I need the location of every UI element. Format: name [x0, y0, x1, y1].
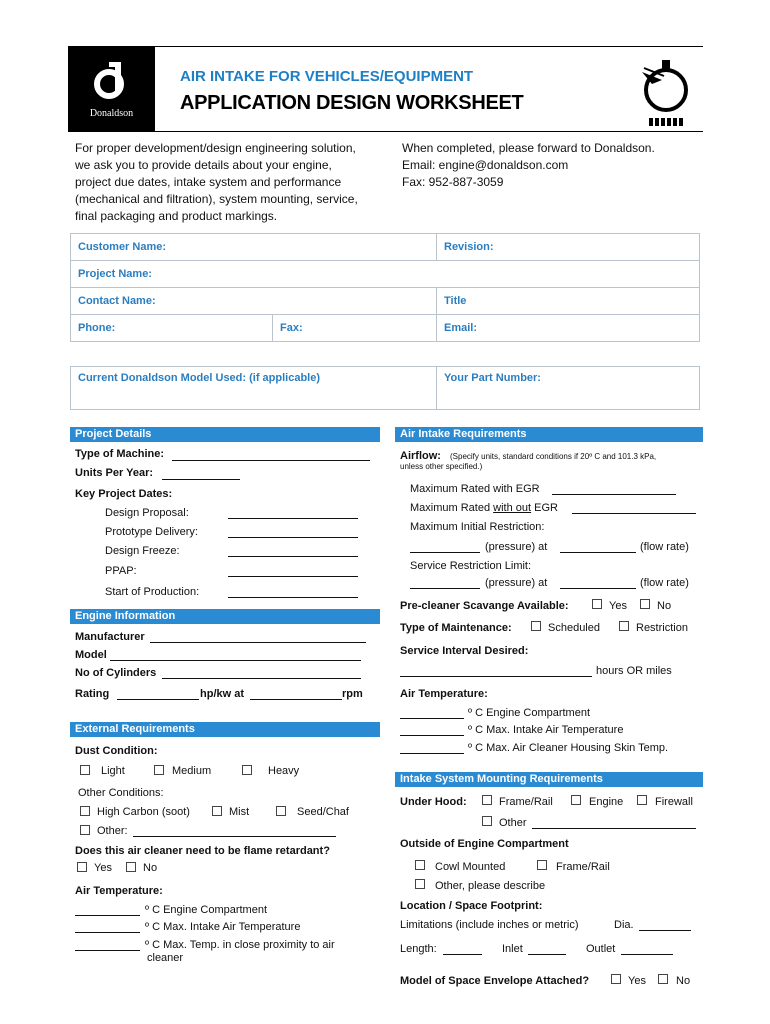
envelope-label: Model of Space Envelope Attached?	[400, 975, 590, 987]
divider	[436, 366, 437, 410]
inlet-label: Inlet	[502, 943, 523, 955]
ai-temp-line: º C Engine Compartment	[468, 707, 591, 719]
flame-yes-checkbox[interactable]	[77, 862, 87, 872]
flow-rate-label: (flow rate)	[640, 541, 689, 553]
rating-input[interactable]	[117, 699, 199, 700]
intro-left	[75, 140, 395, 225]
inlet-input[interactable]	[528, 954, 566, 955]
other-input[interactable]	[133, 836, 336, 837]
airflow-label: Airflow:	[400, 450, 441, 462]
hours-miles-label: hours OR miles	[596, 665, 672, 677]
mist-checkbox[interactable]	[212, 806, 222, 816]
prototype-delivery-label: Prototype Delivery:	[105, 526, 198, 538]
customer-name-field[interactable]: Customer Name:	[78, 241, 167, 253]
engine-checkbox[interactable]	[571, 795, 581, 805]
air-intake-icon	[640, 56, 692, 137]
seed-chaf-checkbox[interactable]	[276, 806, 286, 816]
units-per-year-label: Units Per Year:	[75, 467, 154, 479]
service-interval-input[interactable]	[400, 676, 592, 677]
design-freeze-input[interactable]	[228, 556, 358, 557]
ai-air-temp-label: Air Temperature:	[400, 688, 488, 700]
precleaner-no-label: No	[657, 600, 672, 612]
heavy-label: Heavy	[268, 765, 300, 777]
email-field[interactable]: Email:	[444, 322, 478, 334]
flame-yes-label: Yes	[94, 862, 112, 874]
hpkw-label: hp/kw at	[200, 688, 245, 700]
high-carbon-label: High Carbon (soot)	[97, 806, 190, 818]
manufacturer-label: Manufacturer	[75, 631, 145, 643]
part-number-field[interactable]: Your Part Number:	[444, 372, 541, 384]
intro-right-line: Email: engine@donaldson.com	[402, 158, 569, 172]
title-field[interactable]: Title	[444, 295, 467, 307]
envelope-no-label: No	[676, 975, 691, 987]
max-egr-input[interactable]	[552, 494, 676, 495]
intro-left-line: (mechanical and filtration), system mounting, service,	[75, 192, 358, 206]
title-line-1: AIR INTAKE FOR VEHICLES/EQUIPMENT	[180, 68, 474, 85]
divider	[272, 314, 273, 342]
airflow-note: (Specify units, standard conditions if 20º C and 101.3 kPa,	[450, 452, 657, 461]
ai-temp-line: º C Max. Air Cleaner Housing Skin Temp.	[468, 742, 669, 754]
restriction-label: Restriction	[636, 622, 688, 634]
intro-right	[402, 140, 702, 191]
contact-name-field[interactable]: Contact Name:	[78, 295, 156, 307]
service-limit-label: Service Restriction Limit:	[410, 560, 532, 572]
rating-label: Rating	[75, 688, 110, 700]
ext-temp-line-cont: cleaner	[147, 952, 184, 964]
high-carbon-checkbox[interactable]	[80, 806, 90, 816]
outlet-label: Outlet	[586, 943, 616, 955]
donaldson-logo	[68, 46, 155, 132]
mist-label: Mist	[229, 806, 250, 818]
pressure-at-label: (pressure) at	[485, 541, 548, 553]
ppap-input[interactable]	[228, 576, 358, 577]
frame-rail-label: Frame/Rail	[499, 796, 553, 808]
phone-field[interactable]: Phone:	[78, 322, 116, 334]
heavy-checkbox[interactable]	[242, 765, 252, 775]
scheduled-label: Scheduled	[548, 622, 600, 634]
precleaner-label: Pre-cleaner Scavange Available:	[400, 600, 569, 612]
length-label: Length:	[400, 943, 437, 955]
ext-temp-input[interactable]	[75, 915, 140, 916]
frame-rail2-label: Frame/Rail	[556, 861, 610, 873]
ext-temp-input[interactable]	[75, 932, 140, 933]
dia-label: Dia.	[614, 919, 634, 931]
ai-temp-line: º C Max. Intake Air Temperature	[468, 724, 624, 736]
logo-wordmark: Donaldson	[89, 108, 134, 119]
under-hood-label: Under Hood:	[400, 796, 467, 808]
firewall-label: Firewall	[655, 796, 693, 808]
other-describe-checkbox[interactable]	[415, 879, 425, 889]
dia-input[interactable]	[639, 930, 691, 931]
model-input[interactable]	[110, 660, 361, 661]
ext-temp-line: º C Engine Compartment	[145, 904, 268, 916]
initial-pressure-input[interactable]	[410, 552, 480, 553]
mount-other-checkbox[interactable]	[482, 816, 492, 826]
prototype-delivery-input[interactable]	[228, 537, 358, 538]
restriction-checkbox[interactable]	[619, 621, 629, 631]
start-production-label: Start of Production:	[105, 586, 200, 598]
start-production-input[interactable]	[228, 597, 358, 598]
intro-left-line: For proper development/design engineering solution,	[75, 141, 356, 155]
airflow-note: unless other specified.)	[400, 462, 483, 471]
location-label: Location / Space Footprint:	[400, 900, 543, 912]
ext-air-temp-label: Air Temperature:	[75, 885, 163, 897]
service-pressure-input[interactable]	[410, 588, 480, 589]
divider	[70, 260, 700, 261]
limitations-label: Limitations (include inches or metric)	[400, 919, 579, 931]
other-describe-label: Other, please describe	[435, 880, 546, 892]
pressure-at-label: (pressure) at	[485, 577, 548, 589]
ai-temp-input[interactable]	[400, 718, 464, 719]
current-model-field[interactable]: Current Donaldson Model Used: (if applicable)	[78, 372, 321, 384]
outlet-input[interactable]	[621, 954, 673, 955]
intro-left-line: we ask you to provide details about your engine,	[75, 158, 332, 172]
mount-other-label: Other	[499, 817, 527, 829]
rpm-label: rpm	[342, 688, 363, 700]
precleaner-yes-label: Yes	[609, 600, 627, 612]
dust-condition-label: Dust Condition:	[75, 745, 158, 757]
service-flow-input[interactable]	[560, 588, 636, 589]
design-proposal-label: Design Proposal:	[105, 507, 189, 519]
envelope-yes-checkbox[interactable]	[611, 974, 621, 984]
flame-question: Does this air cleaner need to be flame retardant?	[75, 845, 330, 857]
key-dates-label: Key Project Dates:	[75, 488, 173, 500]
ext-temp-input[interactable]	[75, 950, 140, 951]
flame-no-checkbox[interactable]	[126, 862, 136, 872]
mount-other-input[interactable]	[532, 828, 696, 829]
design-proposal-input[interactable]	[228, 518, 358, 519]
initial-flow-input[interactable]	[560, 552, 636, 553]
ext-temp-line: º C Max. Temp. in close proximity to air	[145, 939, 335, 951]
cowl-checkbox[interactable]	[415, 860, 425, 870]
divider	[436, 287, 437, 342]
intro-left-line: final packaging and product markings.	[75, 209, 278, 223]
divider	[436, 233, 437, 260]
other-checkbox[interactable]	[80, 825, 90, 835]
type-of-machine-input[interactable]	[172, 460, 370, 461]
cylinders-input[interactable]	[162, 678, 361, 679]
max-without-egr-label: Maximum Rated with out EGR	[410, 502, 558, 514]
project-details-heading: Project Details	[70, 427, 380, 442]
units-per-year-input[interactable]	[162, 479, 240, 480]
intro-right-line: Fax: 952-887-3059	[402, 175, 504, 189]
length-input[interactable]	[443, 954, 482, 955]
revision-field[interactable]: Revision:	[444, 241, 494, 253]
light-label: Light	[101, 765, 125, 777]
light-checkbox[interactable]	[80, 765, 90, 775]
type-of-machine-label: Type of Machine:	[75, 448, 165, 460]
max-without-egr-input[interactable]	[572, 513, 696, 514]
intro-right-line: When completed, please forward to Donaldson.	[402, 141, 655, 155]
max-initial-label: Maximum Initial Restriction:	[410, 521, 545, 533]
air-intake-heading: Air Intake Requirements	[395, 427, 703, 442]
fax-field[interactable]: Fax:	[280, 322, 303, 334]
ai-temp-input[interactable]	[400, 735, 464, 736]
frame-rail2-checkbox[interactable]	[537, 860, 547, 870]
design-freeze-label: Design Freeze:	[105, 545, 180, 557]
project-name-field[interactable]: Project Name:	[78, 268, 152, 280]
maintenance-label: Type of Maintenance:	[400, 622, 512, 634]
outside-label: Outside of Engine Compartment	[400, 838, 569, 850]
ai-temp-input[interactable]	[400, 753, 464, 754]
model-label: Model	[75, 649, 107, 661]
max-egr-label: Maximum Rated with EGR	[410, 483, 540, 495]
rpm-input[interactable]	[250, 699, 342, 700]
frame-rail-checkbox[interactable]	[482, 795, 492, 805]
flow-rate-label: (flow rate)	[640, 577, 689, 589]
medium-label: Medium	[172, 765, 212, 777]
firewall-checkbox[interactable]	[637, 795, 647, 805]
engine-info-heading: Engine Information	[70, 609, 380, 624]
header-frame	[68, 46, 703, 132]
cowl-label: Cowl Mounted	[435, 861, 506, 873]
ext-temp-line: º C Max. Intake Air Temperature	[145, 921, 301, 933]
divider	[70, 314, 700, 315]
service-interval-label: Service Interval Desired:	[400, 645, 529, 657]
engine-label: Engine	[589, 796, 624, 808]
scheduled-checkbox[interactable]	[531, 621, 541, 631]
envelope-yes-label: Yes	[628, 975, 646, 987]
divider	[70, 287, 700, 288]
other-conditions-label: Other Conditions:	[78, 787, 164, 799]
precleaner-yes-checkbox[interactable]	[592, 599, 602, 609]
external-heading: External Requirements	[70, 722, 380, 737]
mounting-heading: Intake System Mounting Requirements	[395, 772, 703, 787]
envelope-no-checkbox[interactable]	[658, 974, 668, 984]
seed-chaf-label: Seed/Chaf	[297, 806, 349, 818]
title-line-2: APPLICATION DESIGN WORKSHEET	[180, 92, 524, 114]
manufacturer-input[interactable]	[150, 642, 366, 643]
other-label: Other:	[97, 825, 128, 837]
precleaner-no-checkbox[interactable]	[640, 599, 650, 609]
intro-left-line: project due dates, intake system and performance	[75, 175, 342, 189]
cylinders-label: No of Cylinders	[75, 667, 157, 679]
ppap-label: PPAP:	[105, 565, 137, 577]
flame-no-label: No	[143, 862, 158, 874]
medium-checkbox[interactable]	[154, 765, 164, 775]
